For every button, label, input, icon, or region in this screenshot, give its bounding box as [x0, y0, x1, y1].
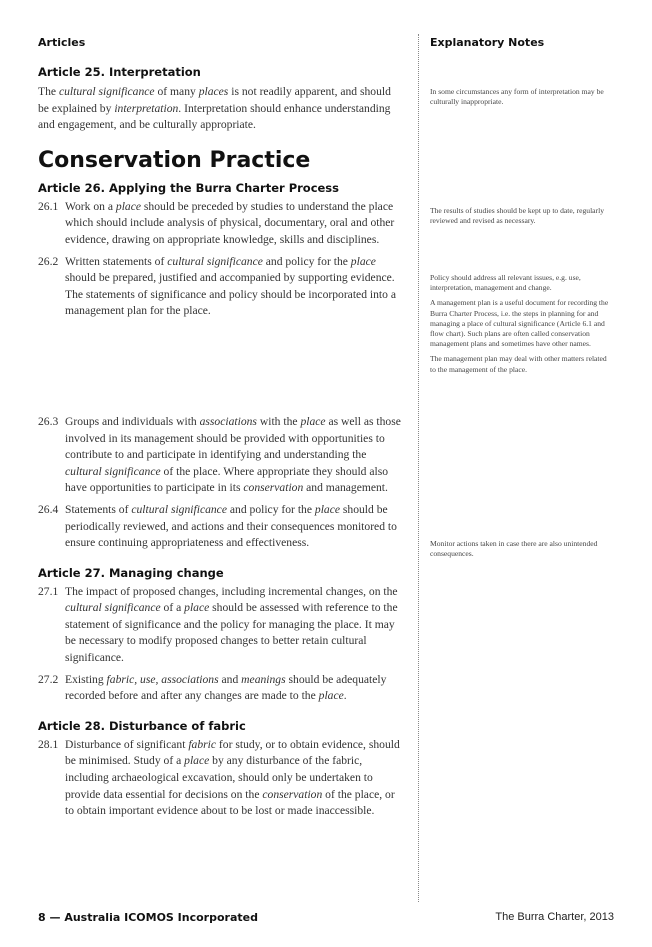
articles-column	[38, 36, 404, 820]
defined-term: conservation	[262, 787, 323, 801]
clause-number: 26.3	[38, 414, 59, 428]
defined-term: places	[198, 85, 229, 98]
note-management-plan: A management plan is a useful document for recording the Burra Charter Process, i.e. the steps in planning for and managing a place of cultural significance (Article 6.1 and flow chart). Such plans are often called conservation management plans and sometimes have other names.	[430, 298, 609, 349]
note-interpretation: In some circumstances any form of interpretation may be culturally inappropriate.	[430, 87, 604, 107]
clause-text: Work on a place should be preceded by studies to understand the place which should include analysis of physical, documentary, oral and other evidence, drawing on appropriate knowledge, skills and disciplines.	[65, 199, 395, 246]
clause-number: 26.2	[38, 254, 59, 268]
clause-27-1	[38, 584, 404, 667]
clause-number: 27.1	[38, 584, 59, 598]
defined-term: place	[314, 502, 340, 516]
defined-term: cultural significance	[58, 85, 155, 98]
notes-column	[430, 36, 616, 49]
articles-column-heading: Articles	[38, 36, 86, 49]
clause-text: The impact of proposed changes, including incremental changes, on the cultural significance of a place should be assessed with reference to the statement of significance and the policy for managing the place. It may be necessary to modify proposed changes to better retain cultural significance.	[65, 584, 398, 665]
clause-27-2	[38, 672, 404, 705]
defined-term: place	[350, 254, 376, 268]
defined-term: place	[300, 414, 326, 428]
section-title: Conservation Practice	[38, 147, 311, 173]
defined-term: fabric, use, associations	[106, 672, 219, 686]
article-25-heading: Article 25. Interpretation	[38, 65, 201, 79]
column-divider	[418, 34, 419, 902]
defined-term: interpretation	[114, 101, 179, 115]
clause-text: Statements of cultural significance and policy for the place should be periodically reviewed, and actions and their consequences monitored to ensure continuing appropriateness and effectiveness.	[65, 502, 397, 550]
defined-term: place	[115, 199, 142, 213]
clause-26-2	[38, 254, 404, 320]
notes-column-heading: Explanatory Notes	[430, 36, 545, 49]
defined-term: place	[184, 601, 210, 615]
note-monitor: Monitor actions taken in case there are also unintended consequences.	[430, 539, 598, 559]
defined-term: cultural significance	[65, 601, 161, 615]
clause-text: Existing fabric, use, associations and meanings should be adequately recorded before and after any changes are made to the place.	[65, 672, 387, 703]
clause-text: Disturbance of significant fabric for study, or to obtain evidence, should be minimised. Study of a place by any disturbance of the fabric, including archaeological excavation, should only be undertaken to provide data essential for decisions on the conservation of the place, or to obtain important evidence about to be lost or made inaccessible.	[65, 737, 400, 818]
defined-term: conservation	[243, 481, 304, 495]
clause-28-1	[38, 737, 404, 820]
defined-term: cultural significance	[167, 254, 263, 268]
clause-number: 26.1	[38, 199, 59, 213]
clause-number: 28.1	[38, 737, 59, 751]
clause-number: 27.2	[38, 672, 59, 686]
footer-publisher: 8 — Australia ICOMOS Incorporated	[38, 911, 258, 924]
note-studies: The results of studies should be kept up to date, regularly reviewed and revised as necessary.	[430, 206, 604, 226]
defined-term: cultural significance	[131, 502, 227, 516]
defined-term: place	[184, 754, 210, 768]
defined-term: fabric	[188, 737, 217, 751]
article-27-heading: Article 27. Managing change	[38, 565, 224, 580]
clause-26-3	[38, 414, 404, 497]
defined-term: place	[318, 689, 344, 703]
defined-term: meanings	[241, 672, 286, 686]
article-28-heading: Article 28. Disturbance of fabric	[38, 718, 246, 733]
clause-26-1	[38, 199, 404, 249]
note-management-matters: The management plan may deal with other matters related to the management of the place.	[430, 354, 607, 374]
clause-text: Groups and individuals with associations with the place as well as those involved in its management should be provided with opportunities to contribute to and participate in identifying and understanding the cultural significance of the place. Where appropriate they should also have opportunities to participate in its conservation and management.	[65, 414, 401, 495]
clause-26-4	[38, 502, 404, 552]
footer-title: The Burra Charter, 2013	[495, 911, 614, 923]
article-26-heading: Article 26. Applying the Burra Charter Process	[38, 180, 339, 195]
defined-term: associations	[199, 414, 257, 428]
article-25-text: The cultural significance of many places is not readily apparent, and should be explained by interpretation. Interpretation should enhance understanding and engagement, and be culturally appropriate.	[38, 85, 391, 132]
clause-text: Written statements of cultural significance and policy for the place should be prepared, justified and accompanied by supporting evidence. The statements of significance and policy should be incorporated into a management plan for the place.	[65, 254, 396, 318]
note-group-policy	[430, 273, 612, 375]
clause-number: 26.4	[38, 502, 59, 516]
defined-term: cultural significance	[65, 464, 161, 478]
note-policy: Policy should address all relevant issues, e.g. use, interpretation, management and change.	[430, 273, 581, 293]
